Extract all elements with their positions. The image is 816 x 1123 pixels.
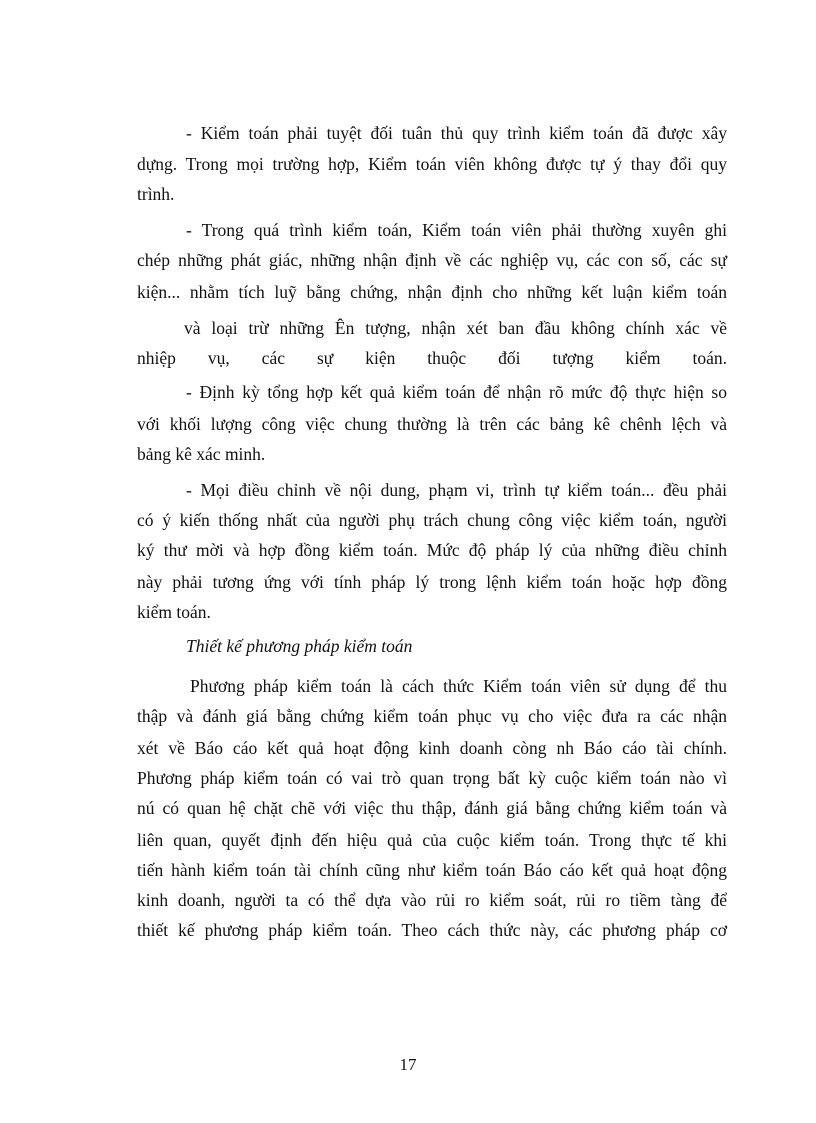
text-line: thập và đánh giá bằng chứng kiểm toán phục vụ cho việc đưa ra các nhận [137,706,727,726]
text-line: - Trong quá trình kiểm toán, Kiểm toán viên phải thường xuyên ghi [186,220,727,240]
text-line: Phương pháp kiểm toán có vai trò quan trọng bất kỳ cuộc kiểm toán nào vì [137,768,727,788]
text-line: thiết kế phương pháp kiểm toán. Theo cách thức này, các phương pháp cơ [137,920,727,940]
text-line: - Kiểm toán phải tuyệt đối tuân thủ quy trình kiểm toán đã được xây [186,123,727,143]
text-line: - Định kỳ tổng hợp kết quả kiểm toán để nhận rõ mức độ thực hiện so [186,382,727,402]
text-line: kinh doanh, người ta có thể dựa vào rủi ro kiểm soát, rủi ro tiềm tàng để [137,890,727,910]
text-line: kiểm toán. [137,602,211,622]
text-line: này phải tương ứng với tính pháp lý trong lệnh kiểm toán hoặc hợp đồng [137,572,727,592]
text-line: xét về Báo cáo kết quả hoạt động kinh doanh còng nh Báo cáo tài chính. [137,738,727,758]
text-line: nú có quan hệ chặt chẽ với việc thu thập, đánh giá bằng chứng kiểm toán và [137,798,727,818]
text-line: bảng kê xác minh. [137,444,266,464]
text-line: kiện... nhằm tích luỹ bằng chứng, nhận định cho những kết luận kiểm toán [137,282,727,302]
text-line: có ý kiến thống nhất của người phụ trách chung công việc kiểm toán, người [137,510,727,530]
text-line: chép những phát giác, những nhận định về các nghiệp vụ, các con số, các sự [137,250,727,270]
text-line: ký thư mời và hợp đồng kiểm toán. Mức độ pháp lý của những điều chỉnh [137,540,727,560]
text-line: - Mọi điều chỉnh về nội dung, phạm vi, trình tự kiểm toán... đều phải [186,480,727,500]
text-line: dựng. Trong mọi trường hợp, Kiểm toán viên không được tự ý thay đổi quy [137,154,727,174]
text-line: Phương pháp kiểm toán là cách thức Kiểm toán viên sử dụng để thu [190,676,727,696]
page-number: 17 [399,1055,417,1074]
section-heading: Thiết kế phương pháp kiểm toán [186,636,413,656]
text-line: trình. [137,184,175,204]
text-line: với khối lượng công việc chung thường là trên các bảng kê chênh lệch và [137,414,727,434]
text-line: và loại trừ những Ên tượng, nhận xét ban đầu không chính xác về [184,318,727,338]
text-line: nhiệp vụ, các sự kiện thuộc đối tượng kiểm toán. [137,348,727,368]
text-line: tiến hành kiểm toán tài chính cũng như kiểm toán Báo cáo kết quả hoạt động [137,860,727,880]
text-line: liên quan, quyết định đến hiệu quả của cuộc kiểm toán. Trong thực tế khi [137,830,727,850]
